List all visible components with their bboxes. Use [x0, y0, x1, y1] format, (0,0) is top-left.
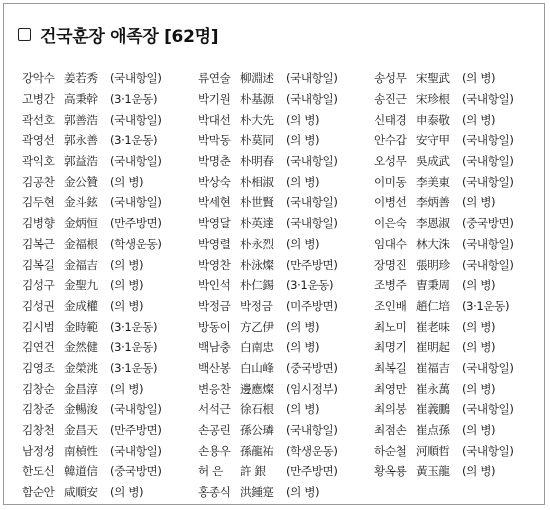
activity-category: (국내항일)	[462, 92, 514, 107]
recipient-name: 박상숙	[198, 174, 231, 189]
list-item	[198, 171, 364, 192]
recipient-name: 곽선호	[22, 112, 55, 127]
list-item	[374, 89, 540, 110]
recipient-name: 오성무	[374, 154, 407, 169]
recipient-hanja: 申泰敬	[416, 112, 450, 127]
recipient-name: 김공찬	[22, 174, 55, 189]
recipient-name: 박기원	[198, 92, 231, 107]
recipient-hanja: 黃玉龍	[416, 464, 450, 479]
recipient-name: 황옥룡	[374, 464, 407, 479]
list-item	[198, 358, 364, 379]
recipient-name: 신태경	[374, 112, 407, 127]
recipient-name: 김성구	[22, 278, 55, 293]
recipient-name: 하순철	[374, 443, 407, 458]
recipient-name: 최영만	[374, 381, 407, 396]
activity-category: (임시정부)	[286, 381, 338, 396]
recipient-name: 고병간	[22, 92, 55, 107]
activity-category: (의 병)	[462, 464, 496, 479]
recipient-name: 안수갑	[374, 133, 407, 148]
activity-category: (의 병)	[462, 381, 496, 396]
activity-category: (의 병)	[286, 236, 320, 251]
list-item	[198, 461, 364, 482]
title-row	[18, 20, 218, 48]
recipient-hanja: 朴明春	[240, 154, 274, 169]
checkbox-icon	[18, 28, 31, 41]
recipient-name: 허 은	[198, 464, 223, 479]
activity-category: (중국방면)	[110, 464, 162, 479]
activity-category: (국내항일)	[286, 195, 338, 210]
activity-category: (국내항일)	[110, 154, 162, 169]
column-2	[198, 68, 364, 502]
recipient-name: 박세현	[198, 195, 231, 210]
list-item	[198, 275, 364, 296]
activity-category: (국내항일)	[462, 154, 514, 169]
list-item	[22, 296, 188, 317]
list-item	[22, 461, 188, 482]
list-item	[374, 358, 540, 379]
recipient-hanja: 林大洙	[416, 236, 450, 251]
list-item	[198, 130, 364, 151]
list-item	[22, 234, 188, 255]
activity-category: (국내항일)	[110, 112, 162, 127]
list-item	[22, 192, 188, 213]
activity-category: (의 병)	[286, 485, 320, 500]
list-item	[374, 399, 540, 420]
activity-category: (의 병)	[110, 174, 144, 189]
list-item	[22, 316, 188, 337]
activity-category: (의 병)	[110, 257, 144, 272]
list-item	[198, 482, 364, 503]
recipient-name: 김창천	[22, 423, 55, 438]
activity-category: (의 병)	[286, 133, 320, 148]
list-item	[374, 151, 540, 172]
activity-category: (3·1운동)	[286, 278, 334, 293]
recipient-hanja: 金然健	[64, 340, 98, 355]
recipient-hanja: 徐石根	[240, 402, 274, 417]
list-item	[374, 254, 540, 275]
list-item	[374, 420, 540, 441]
list-item	[198, 399, 364, 420]
column-3	[374, 68, 540, 502]
activity-category: (만주방면)	[286, 464, 338, 479]
list-item	[374, 378, 540, 399]
recipient-name: 김창순	[22, 381, 55, 396]
recipient-hanja: 河順哲	[416, 443, 450, 458]
list-item	[374, 130, 540, 151]
recipient-name: 홍종식	[198, 485, 231, 500]
recipient-name: 손공린	[198, 423, 231, 438]
recipient-hanja: 박정금	[240, 298, 273, 313]
recipient-name: 곽영선	[22, 133, 55, 148]
recipient-hanja: 朴基源	[240, 92, 274, 107]
recipient-hanja: 金昌天	[64, 423, 98, 438]
recipient-name: 김연건	[22, 340, 55, 355]
page-title: 건국훈장 애족장 [62명]	[40, 26, 219, 47]
activity-category: (중국방면)	[286, 360, 338, 375]
document-frame	[3, 3, 545, 505]
recipient-hanja: 方乙伊	[240, 319, 274, 334]
list-item	[198, 296, 364, 317]
activity-category: (국내항일)	[110, 195, 162, 210]
recipient-hanja: 金成權	[64, 298, 98, 313]
recipient-hanja: 許 銀	[240, 464, 266, 479]
activity-category: (의 병)	[462, 319, 496, 334]
recipient-hanja: 曺秉周	[416, 278, 450, 293]
activity-category: (국내항일)	[110, 443, 162, 458]
activity-category: (의 병)	[110, 278, 144, 293]
recipient-name: 이은숙	[374, 216, 407, 231]
list-item	[374, 316, 540, 337]
recipient-hanja: 朴仁錫	[240, 278, 274, 293]
recipient-hanja: 郭永善	[64, 133, 98, 148]
list-item	[198, 192, 364, 213]
list-item	[22, 482, 188, 503]
list-item	[374, 337, 540, 358]
recipient-hanja: 韓道信	[64, 464, 98, 479]
activity-category: (국내항일)	[286, 71, 338, 86]
recipient-name: 박영렬	[198, 236, 231, 251]
list-item	[22, 171, 188, 192]
activity-category: (만주방면)	[286, 257, 338, 272]
recipient-hanja: 李美東	[416, 174, 450, 189]
activity-category: (의 병)	[462, 278, 496, 293]
recipient-name: 변응찬	[198, 381, 231, 396]
recipient-hanja: 郭益浩	[64, 154, 98, 169]
list-item	[374, 192, 540, 213]
recipient-hanja: 李恩淑	[416, 216, 450, 231]
recipient-name: 조병주	[374, 278, 407, 293]
recipient-name: 한도신	[22, 464, 55, 479]
list-item	[22, 130, 188, 151]
activity-category: (3·1운동)	[110, 133, 158, 148]
recipient-name: 최노미	[374, 319, 407, 334]
activity-category: (학생운동)	[286, 443, 338, 458]
activity-category: (의 병)	[110, 381, 144, 396]
recipient-hanja: 金時範	[64, 319, 98, 334]
list-item	[198, 337, 364, 358]
recipient-name: 임대수	[374, 236, 407, 251]
recipient-name: 백산봉	[198, 360, 231, 375]
recipient-name: 함순안	[22, 485, 55, 500]
recipient-hanja: 朴泳燦	[240, 257, 274, 272]
column-1	[22, 68, 188, 502]
recipient-hanja: 宋珍根	[416, 92, 450, 107]
recipient-hanja: 孫公璘	[240, 423, 274, 438]
recipient-name: 최명기	[374, 340, 407, 355]
list-item	[374, 440, 540, 461]
activity-category: (3·1운동)	[110, 319, 158, 334]
list-item	[22, 337, 188, 358]
activity-category: (국내항일)	[462, 360, 514, 375]
recipient-hanja: 姜若秀	[64, 71, 98, 86]
recipient-name: 조인배	[374, 298, 407, 313]
recipient-name: 송진근	[374, 92, 407, 107]
recipient-name: 최의붕	[374, 402, 407, 417]
recipient-hanja: 張明珍	[416, 257, 450, 272]
recipient-name: 박정금	[198, 298, 231, 313]
list-item	[374, 109, 540, 130]
recipient-name: 김두현	[22, 195, 55, 210]
recipient-hanja: 宋聖武	[416, 71, 450, 86]
recipient-hanja: 孫龍祐	[240, 443, 274, 458]
recipient-hanja: 金福吉	[64, 257, 98, 272]
recipient-hanja: 金榮洮	[64, 360, 98, 375]
list-item	[198, 316, 364, 337]
recipient-hanja: 金昌淳	[64, 381, 98, 396]
recipient-hanja: 朴大先	[240, 112, 274, 127]
recipient-hanja: 高秉幹	[64, 92, 98, 107]
recipient-name: 박인석	[198, 278, 231, 293]
list-item	[22, 254, 188, 275]
recipient-name: 김성권	[22, 298, 55, 313]
list-item	[198, 68, 364, 89]
list-item	[198, 89, 364, 110]
activity-category: (의 병)	[286, 340, 320, 355]
activity-category: (의 병)	[462, 112, 496, 127]
activity-category: (의 병)	[110, 485, 144, 500]
list-item	[22, 399, 188, 420]
activity-category: (의 병)	[462, 423, 496, 438]
recipient-hanja: 金炳恒	[64, 216, 98, 231]
recipient-hanja: 崔老味	[416, 319, 450, 334]
list-item	[198, 213, 364, 234]
activity-category: (만주방면)	[110, 423, 162, 438]
list-item	[374, 68, 540, 89]
activity-category: (3·1운동)	[110, 340, 158, 355]
recipient-hanja: 白南忠	[240, 340, 274, 355]
activity-category: (만주방면)	[110, 216, 162, 231]
activity-category: (의 병)	[462, 195, 496, 210]
recipient-name: 최복길	[374, 360, 407, 375]
activity-category: (학생운동)	[110, 236, 162, 251]
recipient-hanja: 崔点孫	[416, 423, 450, 438]
list-item	[198, 254, 364, 275]
list-item	[374, 461, 540, 482]
activity-category: (3·1운동)	[110, 92, 158, 107]
list-item	[22, 378, 188, 399]
recipient-name: 서석근	[198, 402, 231, 417]
recipient-name: 김복길	[22, 257, 55, 272]
list-item	[22, 275, 188, 296]
activity-category: (국내항일)	[286, 216, 338, 231]
recipient-hanja: 安守甲	[416, 133, 450, 148]
recipient-hanja: 金聖九	[64, 278, 98, 293]
recipient-hanja: 郭善浩	[64, 112, 98, 127]
recipient-name: 장명진	[374, 257, 407, 272]
activity-category: (국내항일)	[462, 133, 514, 148]
activity-category: (국내항일)	[462, 236, 514, 251]
recipient-name: 송성무	[374, 71, 407, 86]
list-item	[22, 151, 188, 172]
recipient-name: 박대선	[198, 112, 231, 127]
recipient-name: 김복근	[22, 236, 55, 251]
recipient-hanja: 朴莫同	[240, 133, 274, 148]
activity-category: (의 병)	[286, 319, 320, 334]
activity-category: (의 병)	[286, 402, 320, 417]
activity-category: (국내항일)	[110, 71, 162, 86]
recipient-name: 박명춘	[198, 154, 231, 169]
activity-category: (중국방면)	[462, 216, 514, 231]
recipient-hanja: 柳淵述	[240, 71, 274, 86]
list-item	[198, 420, 364, 441]
recipient-hanja: 崔義鵬	[416, 402, 450, 417]
activity-category: (의 병)	[462, 340, 496, 355]
activity-category: (의 병)	[462, 71, 496, 86]
recipient-hanja: 白山峰	[240, 360, 274, 375]
recipient-name: 이미동	[374, 174, 407, 189]
list-item	[22, 109, 188, 130]
recipient-hanja: 李炳善	[416, 195, 450, 210]
recipient-hanja: 朴英達	[240, 216, 274, 231]
list-item	[374, 234, 540, 255]
recipient-hanja: 金公贊	[64, 174, 98, 189]
recipient-name: 손용우	[198, 443, 231, 458]
recipient-hanja: 吳成武	[416, 154, 450, 169]
recipient-name: 김창준	[22, 402, 55, 417]
recipient-hanja: 崔明起	[416, 340, 450, 355]
activity-category: (국내항일)	[462, 257, 514, 272]
list-item	[22, 213, 188, 234]
recipient-hanja: 邊應燦	[240, 381, 274, 396]
recipient-hanja: 朴世賢	[240, 195, 274, 210]
list-item	[198, 378, 364, 399]
recipient-hanja: 朴相淑	[240, 174, 274, 189]
activity-category: (국내항일)	[286, 154, 338, 169]
list-item	[374, 213, 540, 234]
recipient-hanja: 金暢浚	[64, 402, 98, 417]
activity-category: (국내항일)	[462, 402, 514, 417]
recipient-name: 곽익호	[22, 154, 55, 169]
activity-category: (미주방면)	[286, 298, 338, 313]
list-item	[198, 440, 364, 461]
activity-category: (국내항일)	[462, 443, 514, 458]
recipient-hanja: 朴永烈	[240, 236, 274, 251]
list-item	[22, 420, 188, 441]
recipient-name: 남정성	[22, 443, 55, 458]
list-item	[374, 275, 540, 296]
recipient-name: 최점손	[374, 423, 407, 438]
recipient-hanja: 咸順安	[64, 485, 98, 500]
list-item	[374, 171, 540, 192]
recipient-name: 김영조	[22, 360, 55, 375]
list-item	[22, 89, 188, 110]
recipient-name: 강악수	[22, 71, 55, 86]
activity-category: (국내항일)	[110, 402, 162, 417]
list-item	[198, 151, 364, 172]
recipient-hanja: 南楨性	[64, 443, 98, 458]
activity-category: (3·1운동)	[462, 298, 510, 313]
recipient-name: 김시범	[22, 319, 55, 334]
activity-category: (국내항일)	[286, 92, 338, 107]
activity-category: (3·1운동)	[110, 360, 158, 375]
activity-category: (의 병)	[286, 174, 320, 189]
recipient-hanja: 金福根	[64, 236, 98, 251]
list-item	[22, 440, 188, 461]
activity-category: (국내항일)	[462, 174, 514, 189]
recipient-hanja: 崔永萬	[416, 381, 450, 396]
recipient-name: 김병향	[22, 216, 55, 231]
recipient-name: 류연술	[198, 71, 231, 86]
recipient-name: 박막동	[198, 133, 231, 148]
recipient-name: 박영찬	[198, 257, 231, 272]
activity-category: (의 병)	[286, 112, 320, 127]
recipient-name: 박영달	[198, 216, 231, 231]
recipient-list	[22, 68, 538, 502]
list-item	[22, 358, 188, 379]
activity-category: (국내항일)	[286, 423, 338, 438]
list-item	[198, 234, 364, 255]
recipient-hanja: 洪鍾寔	[240, 485, 274, 500]
recipient-name: 백남충	[198, 340, 231, 355]
recipient-hanja: 趙仁培	[416, 298, 450, 313]
list-item	[374, 296, 540, 317]
list-item	[198, 109, 364, 130]
activity-category: (의 병)	[110, 298, 144, 313]
recipient-hanja: 崔福吉	[416, 360, 450, 375]
list-item	[22, 68, 188, 89]
recipient-hanja: 金斗鉉	[64, 195, 98, 210]
recipient-name: 방동이	[198, 319, 231, 334]
recipient-name: 이병선	[374, 195, 407, 210]
